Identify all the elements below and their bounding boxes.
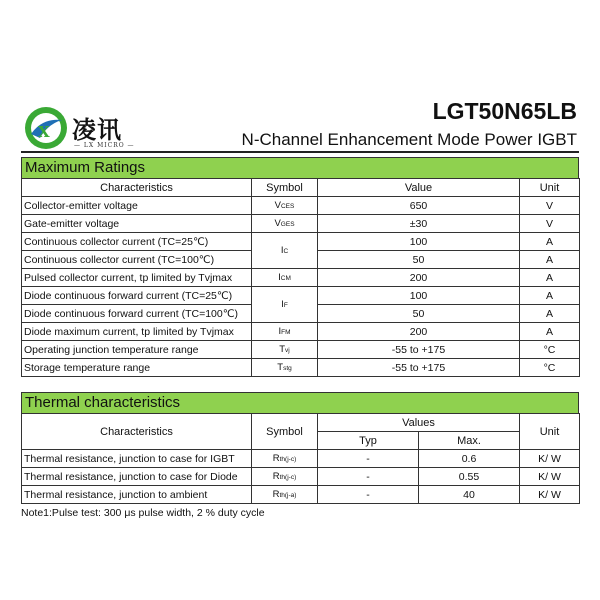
table-header-row <box>22 414 580 432</box>
table-row <box>22 215 580 233</box>
max-cell: 40 <box>419 486 520 504</box>
table-header-row <box>22 179 580 197</box>
col-header: Unit <box>520 179 580 197</box>
characteristic-cell: Diode continuous forward current (TC=25℃) <box>22 287 252 305</box>
col-header: Characteristics <box>22 414 252 450</box>
col-header: Symbol <box>252 414 318 450</box>
thermal-title: Thermal characteristics <box>21 392 579 413</box>
table-row <box>22 486 580 504</box>
value-cell: 200 <box>318 269 520 287</box>
value-cell: 650 <box>318 197 520 215</box>
characteristic-cell: Operating junction temperature range <box>22 341 252 359</box>
unit-cell: K/ W <box>520 450 580 468</box>
characteristic-cell: Continuous collector current (TC=100℃) <box>22 251 252 269</box>
unit-cell: V <box>520 215 580 233</box>
value-cell: ±30 <box>318 215 520 233</box>
unit-cell: °C <box>520 341 580 359</box>
value-cell: 100 <box>318 287 520 305</box>
svg-text:X: X <box>38 123 50 141</box>
symbol-cell: IFM <box>252 323 318 341</box>
symbol-cell: VGES <box>252 215 318 233</box>
col-header: Symbol <box>252 179 318 197</box>
col-header: Typ <box>318 432 419 450</box>
unit-cell: A <box>520 233 580 251</box>
unit-cell: K/ W <box>520 486 580 504</box>
max-ratings-title: Maximum Ratings <box>21 157 579 178</box>
part-number: LGT50N65LB <box>432 98 577 124</box>
unit-cell: A <box>520 323 580 341</box>
table-row <box>22 323 580 341</box>
unit-cell: °C <box>520 359 580 377</box>
characteristic-cell: Diode continuous forward current (TC=100℃) <box>22 305 252 323</box>
characteristic-cell: Collector-emitter voltage <box>22 197 252 215</box>
characteristic-cell: Storage temperature range <box>22 359 252 377</box>
typ-cell: - <box>318 468 419 486</box>
max-cell: 0.6 <box>419 450 520 468</box>
max-cell: 0.55 <box>419 468 520 486</box>
characteristic-cell: Continuous collector current (TC=25℃) <box>22 233 252 251</box>
device-subtitle: N-Channel Enhancement Mode Power IGBT <box>241 130 577 149</box>
characteristic-cell: Thermal resistance, junction to ambient <box>22 486 252 504</box>
table-row <box>22 287 580 305</box>
symbol-cell: Rth(j-c) <box>252 450 318 468</box>
symbol-cell: Tvj <box>252 341 318 359</box>
value-cell: 100 <box>318 233 520 251</box>
typ-cell: - <box>318 450 419 468</box>
col-header: Value <box>318 179 520 197</box>
table-row <box>22 450 580 468</box>
col-header: Values <box>318 414 520 432</box>
unit-cell: V <box>520 197 580 215</box>
max-ratings-section <box>21 157 579 377</box>
unit-cell: A <box>520 251 580 269</box>
unit-cell: A <box>520 287 580 305</box>
characteristic-cell: Thermal resistance, junction to case for Diode <box>22 468 252 486</box>
thermal-section <box>21 392 579 504</box>
table-row <box>22 233 580 251</box>
brand-logo <box>22 104 135 156</box>
table-row <box>22 197 580 215</box>
symbol-cell: Rth(j-c) <box>252 468 318 486</box>
logo-mark-icon <box>22 104 70 152</box>
symbol-cell: Tstg <box>252 359 318 377</box>
col-header: Max. <box>419 432 520 450</box>
table-row <box>22 341 580 359</box>
table-row <box>22 269 580 287</box>
typ-cell: - <box>318 486 419 504</box>
symbol-cell: Rth(j-a) <box>252 486 318 504</box>
unit-cell: A <box>520 305 580 323</box>
value-cell: -55 to +175 <box>318 341 520 359</box>
brand-name-cn: 凌讯 <box>72 115 122 144</box>
value-cell: 50 <box>318 251 520 269</box>
value-cell: -55 to +175 <box>318 359 520 377</box>
symbol-cell: IF <box>252 287 318 323</box>
footnote: Note1:Pulse test: 300 μs pulse width, 2 % duty cycle <box>21 507 265 519</box>
unit-cell: A <box>520 269 580 287</box>
characteristic-cell: Gate-emitter voltage <box>22 215 252 233</box>
value-cell: 50 <box>318 305 520 323</box>
value-cell: 200 <box>318 323 520 341</box>
max-ratings-table <box>21 178 580 377</box>
header-divider <box>21 151 579 153</box>
col-header: Unit <box>520 414 580 450</box>
unit-cell: K/ W <box>520 468 580 486</box>
symbol-cell: ICM <box>252 269 318 287</box>
thermal-table <box>21 413 580 504</box>
table-row <box>22 359 580 377</box>
characteristic-cell: Thermal resistance, junction to case for IGBT <box>22 450 252 468</box>
table-row <box>22 468 580 486</box>
symbol-cell: IC <box>252 233 318 269</box>
characteristic-cell: Diode maximum current, tp limited by Tvjmax <box>22 323 252 341</box>
brand-name-en: — LX MICRO — <box>74 142 135 149</box>
symbol-cell: VCES <box>252 197 318 215</box>
col-header: Characteristics <box>22 179 252 197</box>
characteristic-cell: Pulsed collector current, tp limited by Tvjmax <box>22 269 252 287</box>
